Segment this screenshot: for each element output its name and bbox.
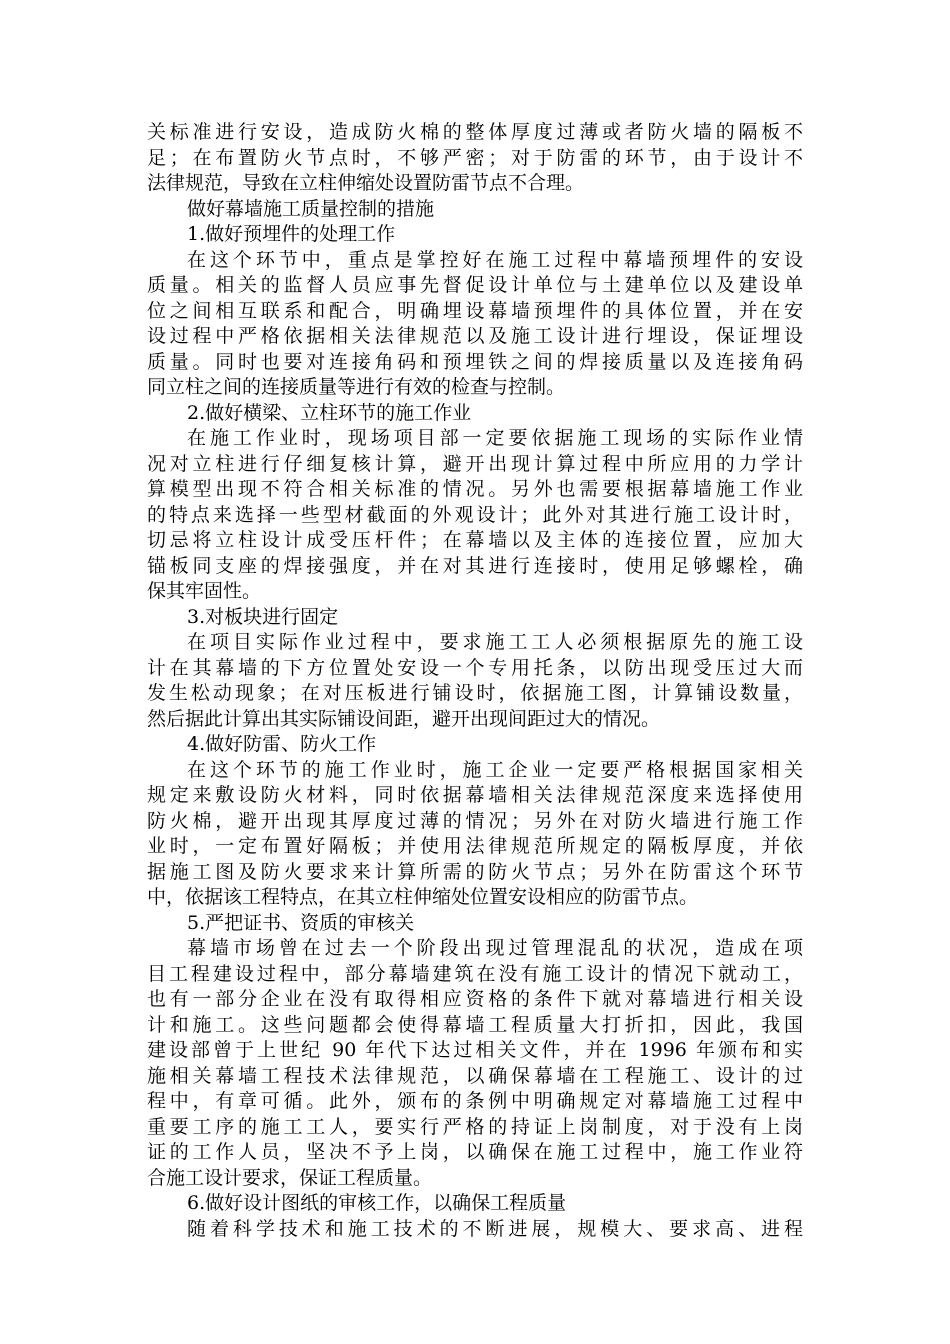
text-line: 质量。同时也要对连接角码和预埋铁之间的焊接质量以及连接角码: [147, 350, 803, 373]
text-line: 计和施工。这些问题都会使得幕墙工程质量大打折扣，因此，我国: [147, 1013, 803, 1036]
text-line: 建设部曾于上世纪 90 年代下达过相关文件，并在 1996 年颁布和实: [147, 1039, 803, 1061]
text-line: 6.做好设计图纸的审核工作，以确保工程质量: [187, 1192, 567, 1214]
text-line: 设过程中严格依据相关法律规范以及施工设计进行埋设，保证埋设: [147, 325, 803, 347]
text-line: 合施工设计要求，保证工程质量。: [147, 1166, 433, 1189]
text-line: 据施工图及防火要求来计算所需的防火节点；另外在防雷这个环节: [147, 860, 803, 883]
text-line: 5.严把证书、资质的审核关: [187, 911, 415, 934]
text-line: 做好幕墙施工质量控制的措施: [187, 197, 435, 220]
text-line: 中，依据该工程特点，在其立柱伸缩处位置安设相应的防雷节点。: [147, 886, 699, 908]
text-line: 在这个环节的施工作业时，施工企业一定要严格根据国家相关: [187, 758, 803, 781]
text-line: 切忌将立柱设计成受压杆件；在幕墙以及主体的连接位置，应加大: [147, 529, 803, 551]
text-line: 锚板同支座的焊接强度，并在对其进行连接时，使用足够螺栓，确: [147, 554, 803, 577]
text-line: 发生松动现象；在对压板进行铺设时，依据施工图，计算铺设数量，: [147, 682, 803, 704]
text-line: 同立柱之间的连接质量等进行有效的检查与控制。: [147, 376, 566, 398]
text-line: 计在其幕墙的下方位置处安设一个专用托条，以防出现受压过大而: [147, 656, 803, 679]
text-line: 目工程建设过程中，部分幕墙建筑在没有施工设计的情况下就动工，: [147, 962, 803, 985]
text-line: 足；在布置防火节点时，不够严密；对于防雷的环节，由于设计不: [147, 146, 803, 169]
text-line: 在施工作业时，现场项目部一定要依据施工现场的实际作业情: [187, 427, 803, 449]
text-line: 的特点来选择一些型材截面的外观设计；此外对其进行施工设计时，: [147, 503, 803, 526]
text-line: 也有一部分企业在没有取得相应资格的条件下就对幕墙进行相关设: [147, 988, 803, 1010]
text-line: 位之间相互联系和配合，明确埋设幕墙预埋件的具体位置，并在安: [147, 299, 803, 322]
text-line: 证的工作人员，坚决不予上岗，以确保在施工过程中，施工作业符: [147, 1141, 803, 1163]
text-line: 2.做好横梁、立柱环节的施工作业: [187, 401, 472, 424]
text-line: 关标准进行安设，造成防火棉的整体厚度过薄或者防火墙的隔板不: [147, 121, 803, 143]
text-line: 然后据此计算出其实际铺设间距，避开出现间距过大的情况。: [147, 707, 661, 730]
text-line: 幕墙市场曾在过去一个阶段出现过管理混乱的状况，造成在项: [187, 937, 803, 959]
text-line: 4.做好防雷、防火工作: [187, 733, 377, 755]
text-line: 质量。相关的监督人员应事先督促设计单位与土建单位以及建设单: [147, 274, 803, 296]
text-line: 业时，一定布置好隔板；并使用法律规范所规定的隔板厚度，并依: [147, 835, 803, 857]
document-page: [147, 120, 803, 1242]
text-line: 3.对板块进行固定: [187, 605, 339, 628]
text-line: 法律规范，导致在立柱伸缩处设置防雷节点不合理。: [147, 172, 585, 194]
text-line: 在项目实际作业过程中，要求施工工人必须根据原先的施工设: [187, 631, 803, 653]
text-line: 算模型出现不符合相关标准的情况。另外也需要根据幕墙施工作业: [147, 478, 803, 500]
text-line: 况对立柱进行仔细复核计算，避开出现计算过程中所应用的力学计: [147, 452, 803, 475]
text-line: 随着科学技术和施工技术的不断进展，规模大、要求高、进程: [187, 1217, 803, 1240]
text-line: 规定来敷设防火材料，同时依据幕墙相关法律规范深度来选择使用: [147, 784, 803, 806]
text-line: 重要工序的施工工人，要实行严格的持证上岗制度，对于没有上岗: [147, 1115, 803, 1138]
text-line: 防火棉，避开出现其厚度过薄的情况；另外在对防火墙进行施工作: [147, 809, 803, 832]
text-line: 在这个环节中，重点是掌控好在施工过程中幕墙预埋件的安设: [187, 248, 803, 271]
text-line: 保其牢固性。: [147, 580, 262, 602]
text-line: 施相关幕墙工程技术法律规范，以确保幕墙在工程施工、设计的过: [147, 1064, 803, 1087]
text-line: 程中，有章可循。此外，颁布的条例中明确规定对幕墙施工过程中: [147, 1090, 803, 1112]
text-line: 1.做好预埋件的处理工作: [187, 223, 396, 245]
